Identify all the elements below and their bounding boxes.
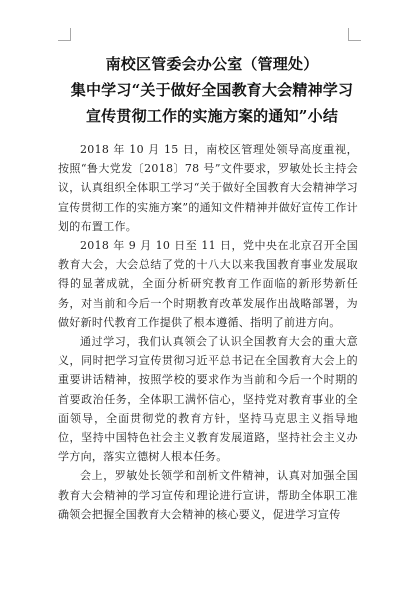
document-body: [58, 140, 358, 524]
body-paragraph-3: 通过学习，我们认真领会了认识全国教育大会的重大意义，同时把学习宣传贯彻习近平总书记在全国教育大会上的重要讲话精神，按照学校的要求作为当前和今后一个时期的首要政治任务，全体职工满怀信心，坚持党对教育事业的全面领导，全面贯彻党的教育方针，坚持马克思主义指导地位，坚持中国特色社会主义教育发展道路，坚持社会主义办学方向，落实立德树人根本任务。: [58, 335, 358, 464]
body-paragraph-2: 2018 年 9 月 10 日至 11 日，党中央在北京召开全国教育大会，大会总结了党的十八大以来我国教育事业发展取得的显著成就，全面分析研究教育工作面临的新形势新任务，对当前和今后一个时期教育改革发展作出战略部署，为做好新时代教育工作提供了根本遵循、指明了前进方向。: [58, 239, 358, 329]
body-paragraph-1: 2018 年 10 月 15 日，南校区管理处领导高度重视，按照“鲁大党发〔2018〕78 号”文件要求，罗敏处长主持会议，认真组织全体职工学习“关于做好全国教育大会精神学习宣传贯彻工作的实施方案”的通知文件精神并做好宣传工作计划的布置工作。: [58, 143, 358, 233]
margin-corner-mark-right: [348, 28, 361, 41]
body-paragraph-4: 会上，罗敏处长领学和剖析文件精神，认真对加强全国教育大会精神的学习宣传和理论进行宣讲，帮助全体职工准确领会把握全国教育大会精神的核心要义，促进学习宣传: [58, 469, 358, 521]
document-title-line-2: 集中学习“关于做好全国教育大会精神学习: [70, 81, 354, 99]
document-title-line-3: 宣传贯彻工作的实施方案的通知”小结: [85, 107, 339, 125]
margin-corner-mark-left: [58, 28, 71, 41]
document-title-line-1: 南校区管委会办公室（管理处）: [105, 55, 319, 73]
